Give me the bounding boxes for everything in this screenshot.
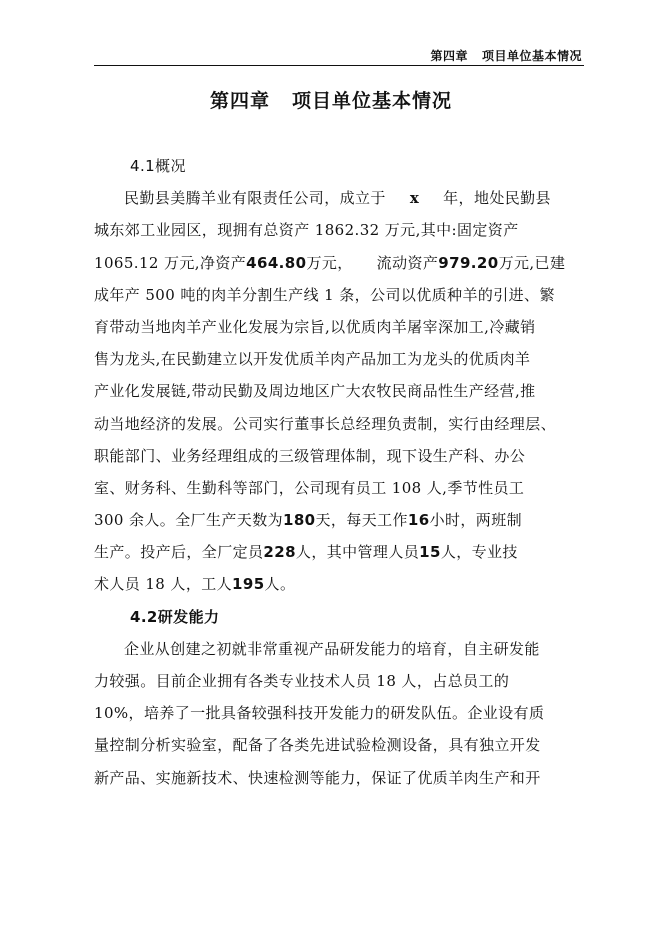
paragraph-line: 城东郊工业园区，现拥有总资产 1862.32 万元,其中:固定资产: [94, 221, 519, 240]
paragraph-line: 职能部门、业务经理组成的三级管理体制，现下设生产科、办公: [94, 446, 526, 465]
text-run: 术人员 18 人，工人: [94, 575, 233, 594]
paragraph-line: 力较强。目前企业拥有各类专业技术人员 18 人，占总员工的: [94, 672, 510, 690]
text-run: 1065.12 万元,净资产: [94, 253, 247, 272]
paragraph-line: 成年产 500 吨的肉羊分割生产线 1 条，公司以优质种羊的引进、繁: [94, 285, 555, 304]
body-text: [94, 150, 584, 794]
paragraph-line: 售为龙头,在民勤建立以开发优质羊肉产品加工为龙头的优质肉羊: [94, 350, 531, 369]
text-run: 万元,已建: [498, 253, 566, 272]
paragraph-line: [94, 182, 584, 214]
text-run: 天，每天工作: [315, 511, 408, 530]
running-header-title: 项目单位基本情况: [481, 49, 582, 63]
running-header-chapter: 第四章: [430, 49, 468, 63]
text-run: 生产。投产后，全厂定员: [94, 543, 264, 562]
staff-total-value: 228: [263, 543, 296, 562]
paragraph-line: 10%，培养了一批具备较强科技开发能力的研发队伍。企业设有质: [94, 704, 545, 723]
chapter-title: [0, 86, 662, 113]
production-days-value: 180: [283, 511, 316, 530]
text-run: 流动资产: [376, 253, 439, 272]
current-assets-value: 979.20: [438, 253, 499, 272]
paragraph-line: [94, 568, 584, 600]
text-run: 人，专业技: [440, 543, 518, 562]
text-run: 年，地处民勤县: [443, 189, 551, 208]
text-run: 小时，两班制: [429, 511, 523, 530]
work-hours-value: 16: [407, 511, 430, 530]
paragraph-line: 室、财务科、生勤科等部门，公司现有员工 108 人,季节性员工: [94, 478, 525, 497]
placeholder-year: x: [409, 189, 420, 208]
paragraph-line: 量控制分析实验室，配备了各类先进试验检测设备，具有独立开发: [94, 736, 541, 755]
net-assets-value: 464.80: [246, 253, 307, 272]
section-heading-4-1: 4.1概况: [130, 157, 186, 175]
paragraph-line: 新产品、实施新技术、快速检测等能力，保证了优质羊肉生产和开: [94, 768, 541, 787]
text-run: 民勤县美腾羊业有限责任公司，成立于: [124, 189, 386, 208]
section-heading-4-2: 4.2研发能力: [130, 607, 220, 626]
paragraph-line: [94, 247, 584, 279]
running-header: [430, 47, 582, 64]
paragraph-line: 产业化发展链,带动民勤及周边地区广大农牧民商品性生产经营,推: [94, 382, 536, 401]
paragraph-line: [94, 536, 584, 568]
paragraph-line: 动当地经济的发展。公司实行董事长总经理负责制，实行由经理层、: [94, 414, 557, 433]
workers-value: 195: [232, 575, 265, 594]
text-run: 人，其中管理人员: [295, 543, 420, 562]
text-run: 人。: [264, 575, 296, 594]
text-run: 万元，: [306, 253, 353, 272]
paragraph-line: [94, 504, 584, 536]
paragraph-line: 企业从创建之初就非常重视产品研发能力的培育，自主研发能: [124, 639, 540, 658]
text-run: 300 余人。全厂生产天数为: [94, 511, 283, 530]
header-rule: [94, 65, 584, 66]
paragraph-line: 育带动当地肉羊产业化发展为宗旨,以优质肉羊屠宰深加工,冷藏销: [94, 317, 536, 336]
chapter-title-text: 项目单位基本情况: [292, 90, 453, 112]
management-staff-value: 15: [419, 543, 441, 562]
chapter-number: 第四章: [209, 90, 270, 112]
